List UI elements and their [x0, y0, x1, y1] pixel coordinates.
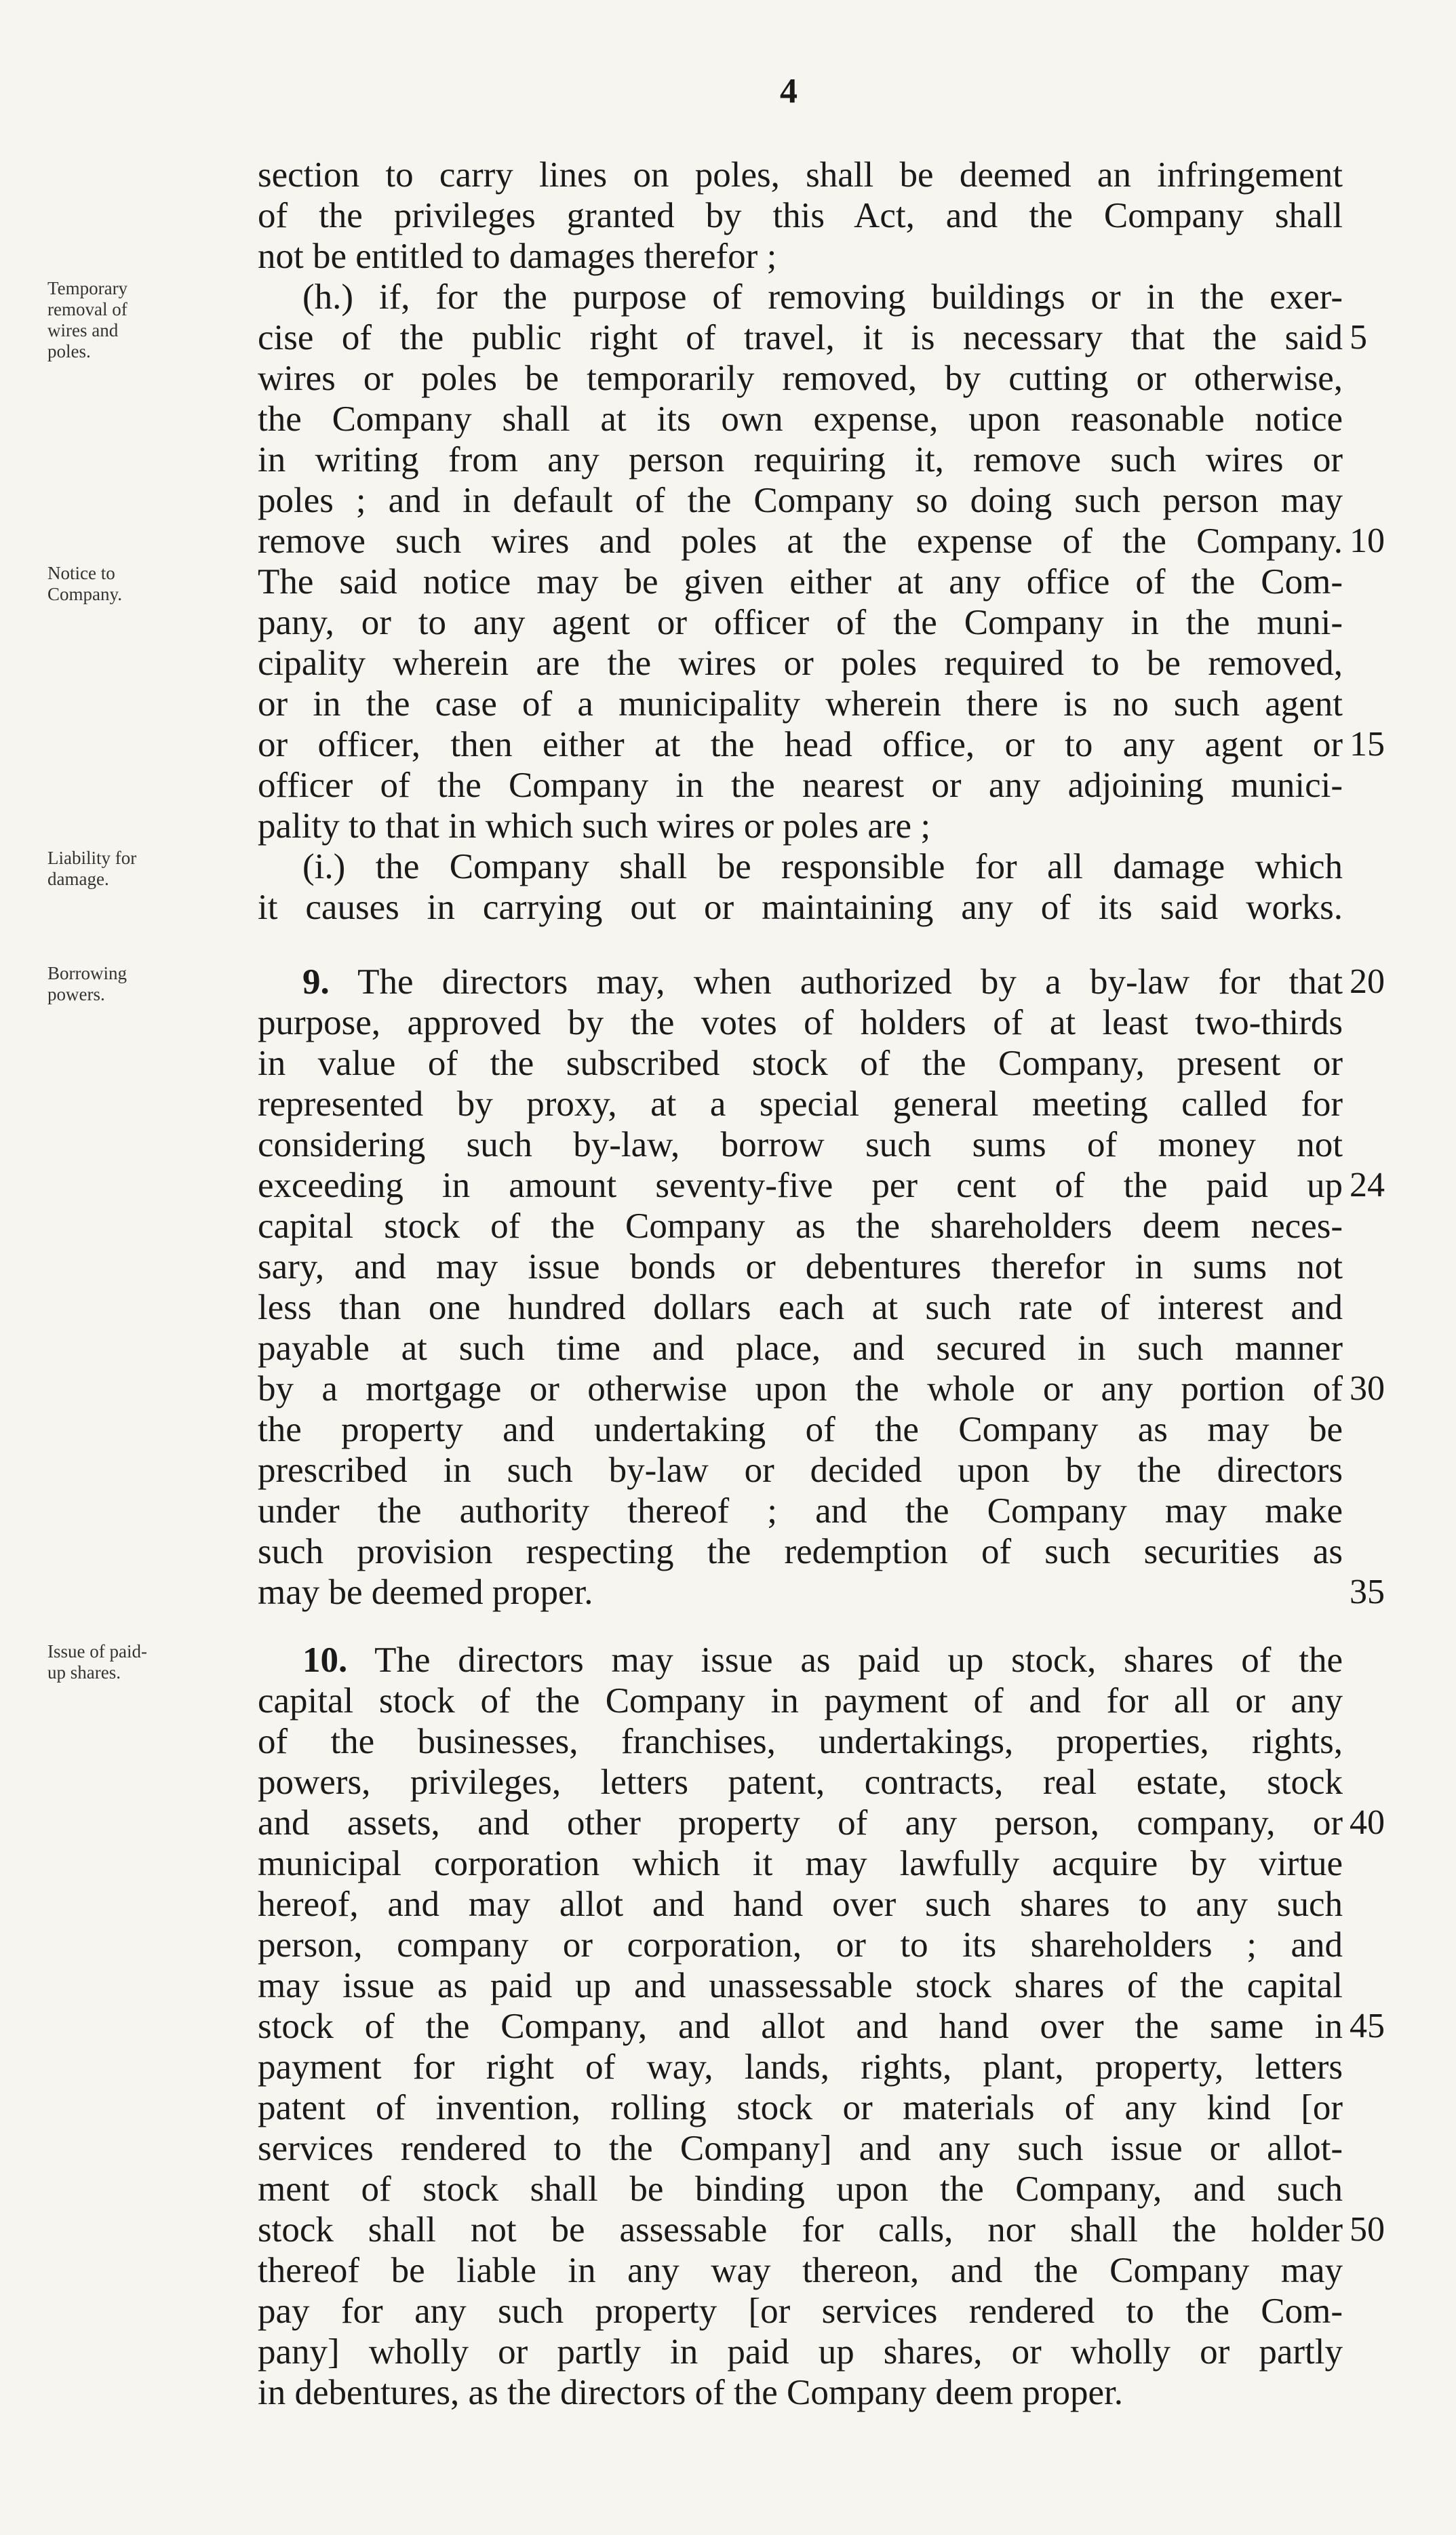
margin-note-line: up shares. [47, 1662, 121, 1683]
line-number: 35 [1350, 1573, 1385, 1611]
body-line: or officer, then either at the head office, or to any agent or [258, 725, 1343, 764]
body-line: person, company or corporation, or to its shareholders ; and [258, 1925, 1343, 1965]
body-line: capital stock of the Company as the shareholders deem neces- [258, 1206, 1343, 1246]
body-line: less than one hundred dollars each at such rate of interest and [258, 1288, 1343, 1327]
line-number: 10 [1350, 522, 1385, 560]
body-line: pany, or to any agent or officer of the Company in the muni- [258, 603, 1343, 642]
body-line: payable at such time and place, and secured in such manner [258, 1329, 1343, 1368]
section-9-first-line [302, 962, 1343, 1002]
body-line: The directors may, when authorized by a by-law for that [357, 962, 1343, 1002]
body-line: such provision respecting the redemption of such securities as [258, 1532, 1343, 1571]
body-line: The said notice may be given either at any office of the Com- [258, 562, 1343, 602]
margin-note-temporary-removal [47, 278, 244, 362]
body-line: in writing from any person requiring it, remove such wires or [258, 440, 1343, 479]
body-line: or in the case of a municipality wherein there is no such agent [258, 684, 1343, 724]
body-line: the property and undertaking of the Company as may be [258, 1410, 1343, 1449]
body-line: pany] wholly or partly in paid up shares, or wholly or partly [258, 2332, 1343, 2372]
section-10-first-line [302, 1640, 1343, 1681]
body-line: may issue as paid up and unassessable stock shares of the capital [258, 1966, 1343, 2005]
line-number: 45 [1350, 2007, 1385, 2045]
margin-note-liability-for-damage [47, 848, 244, 890]
body-line: The directors may issue as paid up stock, shares of the [374, 1640, 1343, 1680]
margin-note-borrowing-powers [47, 963, 244, 1005]
margin-note-line: Liability for [47, 848, 137, 868]
margin-note-notice-to-company [47, 563, 244, 605]
body-line: stock shall not be assessable for calls, nor shall the holder [258, 2210, 1343, 2249]
body-line: services rendered to the Company] and any such issue or allot- [258, 2129, 1343, 2168]
margin-note-line: wires and [47, 320, 119, 340]
margin-note-line: Issue of paid- [47, 1641, 147, 1662]
line-number: 30 [1350, 1369, 1385, 1408]
margin-note-line: Temporary [47, 278, 128, 298]
line-number: 24 [1350, 1166, 1385, 1204]
body-line: officer of the Company in the nearest or any adjoining munici- [258, 766, 1343, 805]
body-line: of the businesses, franchises, undertakings, properties, rights, [258, 1722, 1343, 1761]
body-line: by a mortgage or otherwise upon the whole or any portion of [258, 1369, 1343, 1409]
margin-note-line: powers. [47, 984, 105, 1004]
margin-note-line: poles. [47, 341, 91, 361]
margin-note-line: Company. [47, 584, 122, 604]
margin-note-line: removal of [47, 299, 127, 319]
body-line: pality to that in which such wires or poles are ; [258, 806, 931, 846]
body-line: considering such by-law, borrow such sums of money not [258, 1125, 1343, 1164]
body-line: municipal corporation which it may lawfully acquire by virtue [258, 1844, 1343, 1883]
margin-note-line: Notice to [47, 563, 115, 583]
body-line: exceeding in amount seventy-five per cent of the paid up [258, 1166, 1343, 1205]
body-line: wires or poles be temporarily removed, by cutting or otherwise, [258, 359, 1343, 398]
body-line: it causes in carrying out or maintaining any of its said works. [258, 888, 1343, 927]
body-line: section to carry lines on poles, shall be deemed an infringement [258, 155, 1343, 195]
body-line: and assets, and other property of any person, company, or [258, 1803, 1343, 1843]
body-line: ment of stock shall be binding upon the Company, and such [258, 2169, 1343, 2209]
body-line: cipality wherein are the wires or poles required to be removed, [258, 644, 1343, 683]
margin-note-issue-of-paid-up-shares [47, 1641, 244, 1683]
margin-note-line: damage. [47, 869, 109, 889]
body-line: may be deemed proper. [258, 1573, 593, 1612]
page-number: 4 [780, 72, 798, 111]
body-line: pay for any such property [or services rendered to the Com- [258, 2292, 1343, 2331]
line-number: 50 [1350, 2210, 1385, 2249]
body-line: under the authority thereof ; and the Company may make [258, 1491, 1343, 1531]
section-number: 10. [302, 1640, 348, 1680]
body-line: sary, and may issue bonds or debentures therefor in sums not [258, 1247, 1343, 1286]
body-line: of the privileges granted by this Act, and the Company shall [258, 196, 1343, 235]
section-number: 9. [302, 962, 330, 1002]
body-line: hereof, and may allot and hand over such shares to any such [258, 1885, 1343, 1924]
body-line: capital stock of the Company in payment of and for all or any [258, 1681, 1343, 1721]
body-line: in debentures, as the directors of the Company deem proper. [258, 2373, 1124, 2412]
body-line: purpose, approved by the votes of holders of at least two-thirds [258, 1003, 1343, 1042]
body-line: cise of the public right of travel, it is necessary that the said [258, 318, 1343, 357]
line-number: 20 [1350, 962, 1385, 1001]
line-number: 5 [1350, 318, 1367, 357]
line-number: 15 [1350, 725, 1385, 764]
body-line: payment for right of way, lands, rights, plant, property, letters [258, 2047, 1343, 2087]
body-line: stock of the Company, and allot and hand over the same in [258, 2007, 1343, 2046]
body-line: not be entitled to damages therefor ; [258, 237, 777, 276]
line-number: 40 [1350, 1803, 1385, 1842]
body-line: in value of the subscribed stock of the Company, present or [258, 1044, 1343, 1083]
body-line: patent of invention, rolling stock or materials of any kind [or [258, 2088, 1343, 2127]
body-line: (h.) if, for the purpose of removing buildings or in the exer- [302, 277, 1343, 317]
body-line: remove such wires and poles at the expense of the Company. [258, 522, 1343, 561]
body-line: thereof be liable in any way thereon, and the Company may [258, 2251, 1343, 2290]
body-line: represented by proxy, at a special general meeting called for [258, 1084, 1343, 1124]
body-line: poles ; and in default of the Company so doing such person may [258, 481, 1343, 520]
body-line: (i.) the Company shall be responsible for all damage which [302, 847, 1343, 886]
body-line: prescribed in such by-law or decided upon by the directors [258, 1451, 1343, 1490]
margin-note-line: Borrowing [47, 963, 127, 983]
body-line: powers, privileges, letters patent, contracts, real estate, stock [258, 1763, 1343, 1802]
body-line: the Company shall at its own expense, upon reasonable notice [258, 399, 1343, 439]
